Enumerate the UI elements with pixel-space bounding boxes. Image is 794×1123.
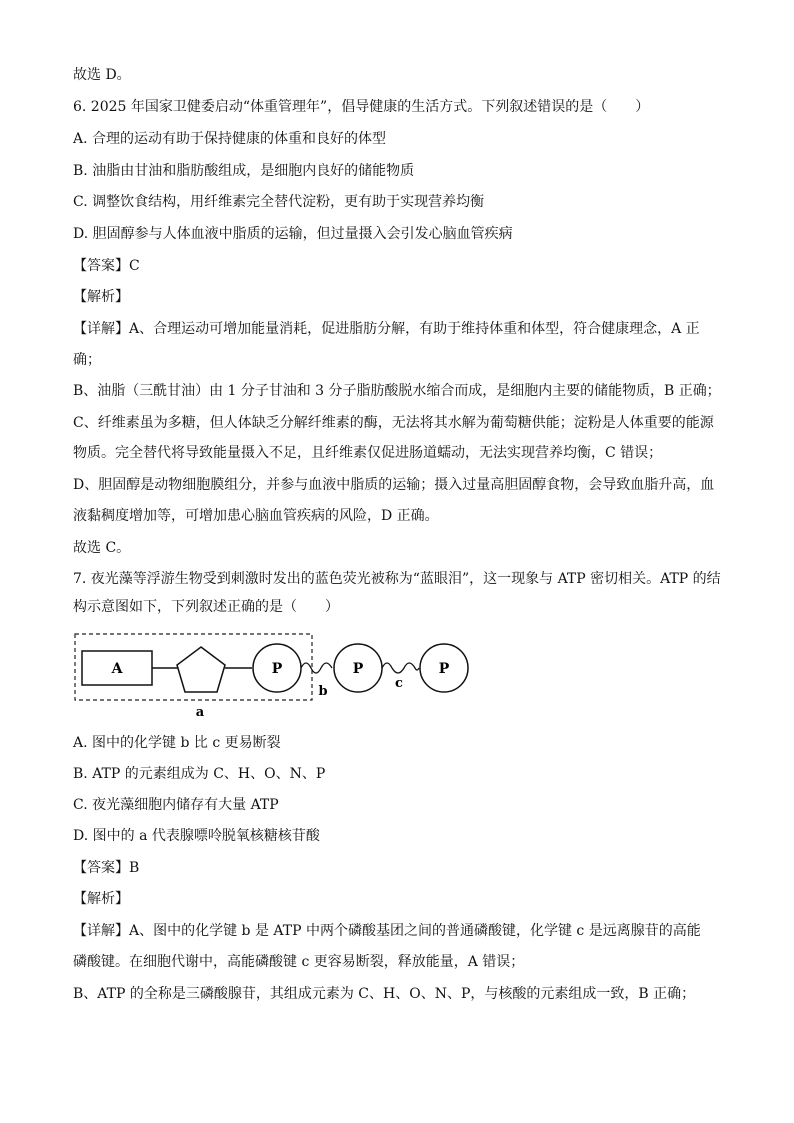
label-b: b bbox=[318, 684, 328, 699]
option-a: A. 合理的运动有助于保持健康的体重和良好的体型 bbox=[73, 131, 387, 147]
explanation-line: 物质。完全替代将导致能量摄入不足，且纤维素仅促进肠道蠕动，无法实现营养均衡，C 错误； bbox=[73, 445, 663, 461]
answer-label: 【答案】B bbox=[73, 860, 140, 876]
answer-label: 【答案】C bbox=[73, 258, 140, 274]
option-a: A. 图中的化学键 b 比 c 更易断裂 bbox=[73, 735, 281, 751]
option-d: D. 胆固醇参与人体血液中脂质的运输，但过量摄入会引发心脑血管疾病 bbox=[73, 226, 513, 242]
explanation-line: C、纤维素虽为多糖，但人体缺乏分解纤维素的酶，无法将其水解为葡萄糖供能；淀粉是人体重要的能源 bbox=[73, 415, 714, 431]
question-7-stem: 7. 夜光藻等浮游生物受到刺激时发出的蓝色荧光被称为“蓝眼泪”，这一现象与 ATP 密切相关。ATP 的结 bbox=[73, 571, 721, 587]
phosphate-label: P bbox=[271, 661, 283, 677]
analysis-label: 【解析】 bbox=[73, 289, 129, 305]
explanation-line: 【详解】A、图中的化学键 b 是 ATP 中两个磷酸基团之间的普通磷酸键，化学键 c 是远离腺苷的高能 bbox=[73, 923, 701, 939]
analysis-label: 【解析】 bbox=[73, 891, 129, 907]
adenine-label: A bbox=[111, 661, 123, 677]
explanation-line: 确； bbox=[73, 352, 101, 368]
option-b: B. ATP 的元素组成为 C、H、O、N、P bbox=[73, 766, 326, 782]
bond-b-wave bbox=[301, 663, 332, 673]
ribose-pentagon bbox=[177, 647, 225, 692]
explanation-line: 液黏稠度增加等，可增加患心脑血管疾病的风险，D 正确。 bbox=[73, 508, 439, 524]
explanation-line: B、油脂（三酰甘油）由 1 分子甘油和 3 分子脂肪酸脱水缩合而成，是细胞内主要的储能物质，B 正确； bbox=[73, 383, 721, 399]
explanation-line: 【详解】A、合理运动可增加能量消耗，促进脂肪分解，有助于维持体重和体型，符合健康理念，A 正 bbox=[73, 321, 700, 337]
label-a: a bbox=[195, 705, 205, 720]
label-c: c bbox=[395, 676, 403, 691]
explanation-line: 磷酸键。在细胞代谢中，高能磷酸键 c 更容易断裂，释放能量，A 错误； bbox=[73, 954, 525, 970]
option-b: B. 油脂由甘油和脂肪酸组成，是细胞内良好的储能物质 bbox=[73, 163, 415, 179]
option-c: C. 调整饮食结构，用纤维素完全替代淀粉，更有助于实现营养均衡 bbox=[73, 194, 485, 210]
question-6-stem: 6. 2025 年国家卫健委启动“体重管理年”，倡导健康的生活方式。下列叙述错误的是（ ） bbox=[73, 99, 650, 115]
option-c: C. 夜光藻细胞内储存有大量 ATP bbox=[73, 797, 279, 813]
question-7-stem: 构示意图如下，下列叙述正确的是（ ） bbox=[73, 599, 339, 615]
explanation-line: D、胆固醇是动物细胞膜组分，并参与血液中脂质的运输；摄入过量高胆固醇食物，会导致血脂升高，血 bbox=[73, 477, 715, 493]
bond-c-wave bbox=[382, 663, 419, 673]
phosphate-label: P bbox=[352, 661, 364, 677]
phosphate-label: P bbox=[438, 661, 450, 677]
option-d: D. 图中的 a 代表腺嘌呤脱氧核糖核苷酸 bbox=[73, 828, 320, 844]
explanation-line: B、ATP 的全称是三磷酸腺苷，其组成元素为 C、H、O、N、P，与核酸的元素组成一致，B 正确； bbox=[73, 986, 696, 1002]
text-line: 故选 D。 bbox=[73, 67, 131, 83]
text-line: 故选 C。 bbox=[73, 540, 131, 556]
atp-structure-diagram bbox=[74, 632, 474, 722]
